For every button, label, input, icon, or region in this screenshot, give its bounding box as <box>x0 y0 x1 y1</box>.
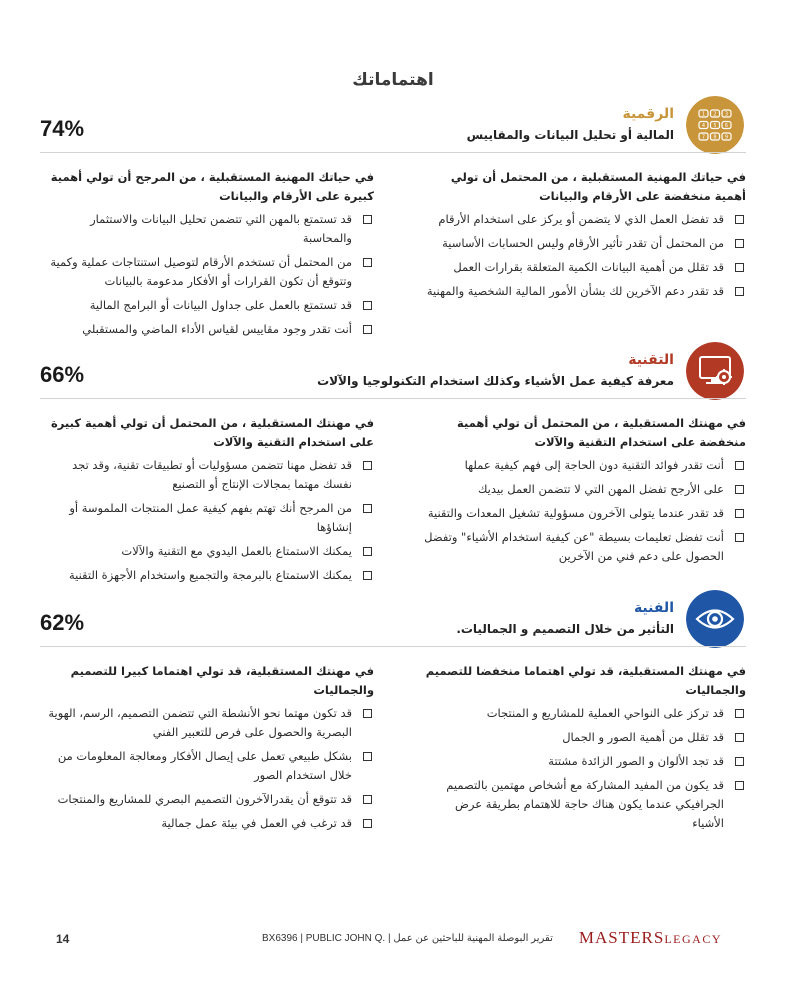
low-interest-heading: في مهنتك المستقبلية، قد تولي اهتماما منخفضا للتصميم والجماليات <box>425 664 746 697</box>
item-text: بشكل طبيعي تعمل على إيصال الأفكار ومعالجة المعلومات من خلال استخدام الصور <box>57 749 352 782</box>
list-item <box>48 704 374 742</box>
item-text: من المرجح أنك تهتم بفهم كيفية عمل المنتجات الملموسة أو إنشاؤها <box>69 501 352 534</box>
divider <box>40 646 746 647</box>
logo <box>579 928 722 948</box>
logo-sub: LEGACY <box>664 932 722 946</box>
low-interest-column <box>420 662 746 838</box>
svg-text:6: 6 <box>724 123 729 129</box>
list-item <box>420 776 746 833</box>
section-description: المالية أو تحليل البيانات والمقاييس <box>466 128 674 142</box>
item-text: قد تستمتع بالعمل على جداول البيانات أو البرامج المالية <box>89 298 352 312</box>
checkbox[interactable] <box>363 325 372 334</box>
list-item <box>420 504 746 523</box>
svg-text:8: 8 <box>713 134 717 141</box>
checkbox[interactable] <box>735 709 744 718</box>
list-item <box>420 704 746 723</box>
list-item <box>48 296 374 315</box>
high-interest-column <box>48 414 374 590</box>
checkbox[interactable] <box>363 547 372 556</box>
svg-text:5: 5 <box>713 123 717 129</box>
item-text: أنت تقدر وجود مقاييس لقياس الأداء الماضي والمستقبلي <box>82 322 352 336</box>
item-text: قد تركز على النواحي العملية للمشاريع و المنتجات <box>486 706 724 720</box>
section-name: التقنية <box>628 352 674 368</box>
svg-text:3: 3 <box>724 111 729 118</box>
high-interest-heading: في حياتك المهنية المستقبلية ، من المرجح أن تولي أهمية كبيرة على الأرقام والبيانات <box>50 170 374 203</box>
checkbox[interactable] <box>735 485 744 494</box>
checkbox[interactable] <box>735 239 744 248</box>
checkbox[interactable] <box>735 533 744 542</box>
section-header <box>0 96 786 166</box>
checkbox[interactable] <box>363 709 372 718</box>
checkbox[interactable] <box>363 795 372 804</box>
report-info: BX6396 | PUBLIC JOHN Q. | تقرير البوصلة المهنية للباحثين عن عمل <box>262 933 553 944</box>
item-text: أنت تفضل تعليمات بسيطة "عن كيفية استخدام الأشياء" وتفضل الحصول على دعم فني من الآخرين <box>424 530 724 563</box>
checkbox[interactable] <box>363 571 372 580</box>
list-item <box>48 320 374 339</box>
checkbox[interactable] <box>363 461 372 470</box>
list-item <box>420 728 746 747</box>
high-interest-heading: في مهنتك المستقبلية، قد تولي اهتماما كبيرا للتصميم والجماليات <box>70 664 374 697</box>
page-title: اهتماماتك <box>352 70 434 90</box>
list-item <box>420 210 746 229</box>
list-item <box>48 253 374 291</box>
checkbox[interactable] <box>735 461 744 470</box>
logo-main: MASTERS <box>578 928 665 947</box>
section-percent: 66% <box>40 362 85 387</box>
item-text: على الأرجح تفضل المهن التي لا تتضمن العمل بيديك <box>477 482 724 496</box>
item-text: من المحتمل أن تقدر تأثير الأرقام وليس الحسابات الأساسية <box>442 236 724 250</box>
list-item <box>48 747 374 785</box>
section-header <box>0 590 786 660</box>
checkbox[interactable] <box>735 215 744 224</box>
item-text: يمكنك الاستمتاع بالعمل اليدوي مع التقنية والآلات <box>121 544 352 558</box>
item-text: قد تستمتع بالمهن التي تتضمن تحليل البيانات والاستثمار والمحاسبة <box>90 212 352 245</box>
checkbox[interactable] <box>363 504 372 513</box>
svg-text:9: 9 <box>724 134 729 141</box>
item-text: قد ترغب في العمل في بيئة عمل جمالية <box>161 816 352 830</box>
checkbox[interactable] <box>735 509 744 518</box>
item-text: قد تكون مهتما نحو الأنشطة التي تتضمن التصميم، الرسم، الهوية البصرية والحصول على فرص للتعبير الفني <box>48 706 352 739</box>
list-item <box>420 282 746 301</box>
page-number: 14 <box>56 932 70 946</box>
item-text: قد تقلل من أهمية الصور و الجمال <box>562 730 724 744</box>
checkbox[interactable] <box>363 819 372 828</box>
checkbox[interactable] <box>363 215 372 224</box>
svg-text:2: 2 <box>713 111 717 118</box>
checkbox[interactable] <box>363 301 372 310</box>
list-item <box>48 790 374 809</box>
high-interest-column <box>48 168 374 344</box>
item-text: أنت تقدر فوائد التقنية دون الحاجة إلى فهم كيفية عملها <box>464 458 724 472</box>
item-text: قد تقدر دعم الآخرين لك بشأن الأمور المالية الشخصية والمهنية <box>426 284 724 298</box>
number-grid-icon <box>686 96 744 154</box>
list-item <box>48 499 374 537</box>
list-item <box>420 752 746 771</box>
list-item <box>48 566 374 585</box>
section-header <box>0 342 786 412</box>
divider <box>40 398 746 399</box>
section-percent: 74% <box>40 116 85 141</box>
list-item <box>420 480 746 499</box>
divider <box>40 152 746 153</box>
low-interest-heading: في مهنتك المستقبلية ، من المحتمل أن تولي أهمية منخفضة على استخدام التقنية والآلات <box>457 416 746 449</box>
section-name: الفنية <box>633 600 674 616</box>
list-item <box>420 258 746 277</box>
item-text: قد تفضل مهنا تتضمن مسؤوليات أو تطبيقات تقنية، وقد تجد نفسك مهتما بمجالات الإنتاج أو التصنيع <box>72 458 352 491</box>
high-interest-column <box>48 662 374 838</box>
svg-text:4: 4 <box>701 123 706 129</box>
high-interest-heading: في مهنتك المستقبلية ، من المحتمل أن تولي أهمية كبيرة على استخدام التقنية والآلات <box>50 416 374 449</box>
checkbox[interactable] <box>735 263 744 272</box>
low-interest-column <box>420 414 746 571</box>
eye-icon <box>686 590 744 648</box>
low-interest-column <box>420 168 746 306</box>
list-item <box>48 210 374 248</box>
low-interest-heading: في حياتك المهنية المستقبلية ، من المحتمل أن تولي أهمية منخفضة على الأرقام والبيانات <box>450 170 746 203</box>
item-text: قد تتوقع أن يقدرالآخرون التصميم البصري للمشاريع والمنتجات <box>57 792 352 806</box>
svg-text:7: 7 <box>701 134 706 141</box>
checkbox[interactable] <box>363 752 372 761</box>
section-description: معرفة كيفية عمل الأشياء وكذلك استخدام التكنولوجيا والآلات <box>317 374 674 388</box>
checkbox[interactable] <box>735 781 744 790</box>
item-text: قد تقلل من أهمية البيانات الكمية المتعلقة بقرارات العمل <box>453 260 724 274</box>
list-item <box>420 456 746 475</box>
item-text: قد تفضل العمل الذي لا يتضمن أو يركز على استخدام الأرقام <box>438 212 724 226</box>
section-name: الرقمية <box>622 106 674 122</box>
list-item <box>48 814 374 833</box>
list-item <box>48 542 374 561</box>
item-text: قد تجد الألوان و الصور الزائدة مشتتة <box>548 754 724 768</box>
item-text: يمكنك الاستمتاع بالبرمجة والتجميع واستخدام الأجهزة التقنية <box>68 568 352 582</box>
section-description: التأثير من خلال التصميم و الجماليات. <box>456 622 674 636</box>
svg-text:1: 1 <box>701 111 706 118</box>
page-footer <box>0 928 786 952</box>
list-item <box>420 528 746 566</box>
checkbox[interactable] <box>735 287 744 296</box>
section-percent: 62% <box>40 610 85 635</box>
checkbox[interactable] <box>735 733 744 742</box>
gear-monitor-icon <box>686 342 744 400</box>
checkbox[interactable] <box>363 258 372 267</box>
item-text: قد تقدر عندما يتولى الآخرون مسؤولية تشغيل المعدات والتقنية <box>427 506 724 520</box>
item-text: قد يكون من المفيد المشاركة مع أشخاص مهتمين بالتصميم الجرافيكي عندما يكون هناك حاجة للاهتمام بطريقة عرض الأشياء <box>446 778 724 830</box>
list-item <box>420 234 746 253</box>
item-text: من المحتمل أن تستخدم الأرقام لتوصيل استنتاجات عملية وكمية وتتوقع أن تكون القرارات أو الأفكار مدعومة بالبيانات <box>50 255 352 288</box>
list-item <box>48 456 374 494</box>
checkbox[interactable] <box>735 757 744 766</box>
